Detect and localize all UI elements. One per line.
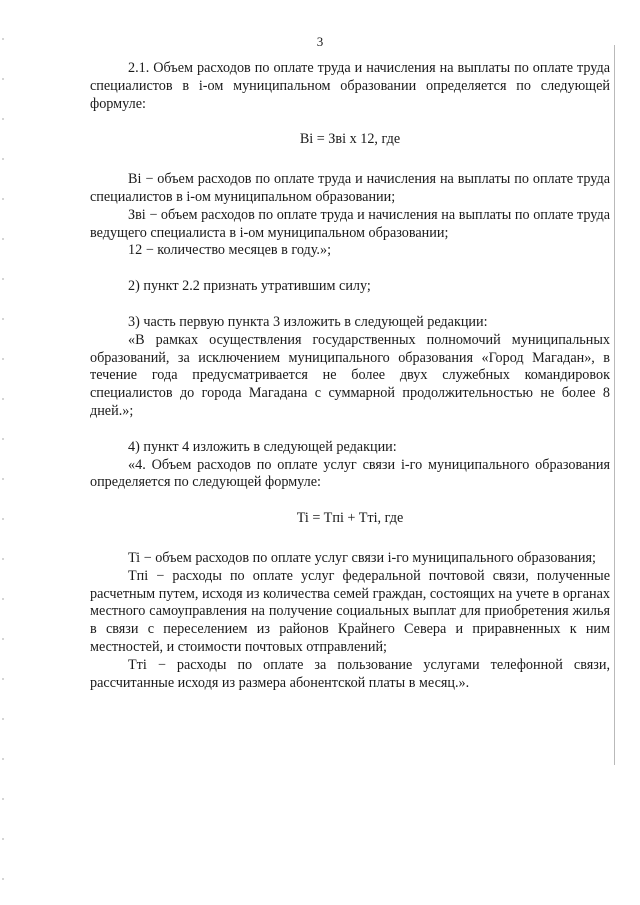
definition-tti: Tтi − расходы по оплате за пользование услугами телефонной связи, рассчитанные исходя из размера абонентской платы в месяц.». <box>90 656 610 691</box>
formula-b: Bi = Звi x 12, где <box>299 131 401 148</box>
scan-margin-artifact <box>2 0 4 905</box>
definition-bi: Bi − объем расходов по оплате труда и начисления на выплаты по оплате труда специалистов в i-ом муниципальном образовании; <box>90 171 610 205</box>
formula-t: Ti = Tпi + Tтi, где <box>296 510 404 527</box>
item-2: 2) пункт 2.2 признать утратившим силу; <box>128 278 371 295</box>
quote-item-4: «4. Объем расходов по оплате услуг связи i-го муниципального образования определяется по следующей формуле: <box>90 456 610 491</box>
definition-ti: Ti − объем расходов по оплате услуг связи i-го муниципального образования; <box>128 549 596 566</box>
paragraph-2-1: 2.1. Объем расходов по оплате труда и начисления на выплаты по оплате труда специалистов в i-ом муниципальном образовании определяется по следующей формуле: <box>90 60 610 112</box>
quote-item-3: «В рамках осуществления государственных полномочий муниципальных образований, за исключением муниципального образования «Город Магадан», в течение года предусматривается не более двух служебных командировок специалистов до города Магадана с суммарной продолжительностью не более 8 дней.»; <box>90 331 610 419</box>
page-number: 3 <box>316 34 324 49</box>
definition-tpi: Tпi − расходы по оплате услуг федеральной почтовой связи, полученные расчетным путем, исходя из количества семей граждан, состоящих на учете в органах местного самоуправления на получение социальных выплат для приобретения жилья в связи с переселением из районов Крайнего Севера и приравненных к ним местностей, и стоимости почтовых отправлений; <box>90 567 610 655</box>
definition-zvi: Звi − объем расходов по оплате труда и начисления на выплаты по оплате труда ведущего специалиста в i-ом муниципальном образовании; <box>90 206 610 241</box>
item-3: 3) часть первую пункта 3 изложить в следующей редакции: <box>128 313 488 330</box>
document-body <box>90 60 610 692</box>
scan-edge-line <box>614 45 615 765</box>
definition-12: 12 − количество месяцев в году.»; <box>128 242 332 259</box>
item-4: 4) пункт 4 изложить в следующей редакции: <box>128 438 397 455</box>
